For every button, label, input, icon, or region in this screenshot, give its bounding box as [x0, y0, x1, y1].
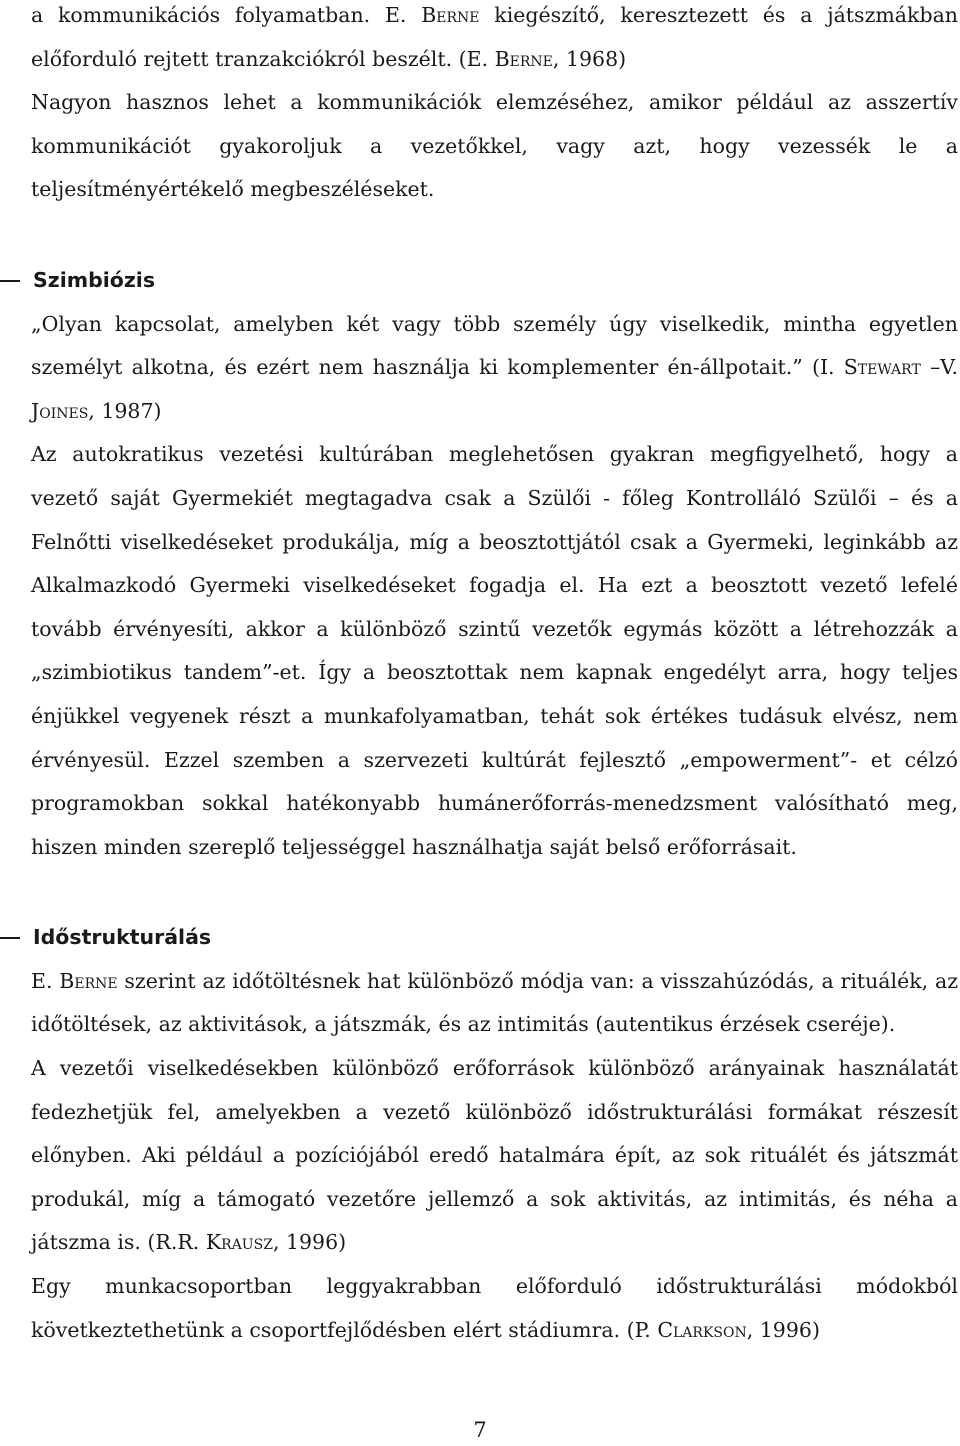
intro-paragraph: [31, 0, 958, 81]
author-name: Clarkson: [657, 1317, 747, 1342]
szimbiozis-body: Az autokratikus vezetési kultúrában meglehetősen gyakran megfigyelhető, hogy a vezető saját Gyermekiét megtagadva csak a Szülői - főleg Kontrolláló Szülői – és a Felnőtti viselkedéseket produkálja, míg a beosztottjától csak a Gyermeki, leginkább az Alkalmazkodó Gyermeki viselkedéseket fogadja el. Ha ezt a beosztott vezető lefelé tovább érvényesíti, akkor a különböző szintű vezetők egymás között a létrehozzák a „szimbiotikus tandem”-et. Így a beosztottak nem kapnak engedélyt arra, hogy teljes énjükkel vegyenek részt a munkafolyamatban, tehát sok értékes tudásuk elvész, nem érvényesül. Ezzel szemben a szervezeti kultúrát fejlesztő „empowerment”- et célzó programokban sokkal hatékonyabb humánerőforrás-menedzsment valósítható meg, hiszen minden szereplő teljességgel használhatja saját belső erőforrásait.: [31, 442, 958, 859]
text-run: kiegészítő, keresztezett és a játszmákban előforduló rejtett tranzakciókról beszélt. (E.: [31, 3, 958, 71]
text-run: Egy munkacsoportban leggyakrabban előforduló időstrukturálási módokból következtethetünk a csoportfejlődésben elért stádiumra. (P.: [31, 1274, 958, 1342]
spacer: [31, 212, 958, 259]
section-heading-szimbiozis: [31, 259, 958, 303]
text-run: a kommunikációs folyamatban. E.: [31, 3, 422, 27]
idostrukturalas-paragraph-1: [31, 960, 958, 1047]
definition-quote: [31, 303, 958, 434]
text-run: szerint az időtöltésnek hat különböző módja van: a visszahúzódás, a rituálék, az időtöltések, az aktivitások, a játszmák, és az intimitás (autentikus érzések cseréje).: [31, 968, 958, 1037]
author-name: Krausz: [205, 1230, 273, 1255]
text-run: , 1987): [88, 398, 162, 423]
document-page: [31, 0, 958, 1352]
author-name: Joines: [31, 398, 89, 423]
idostrukturalas-paragraph-2: [31, 1047, 958, 1265]
spacer: [31, 869, 958, 916]
heading-text: Időstrukturálás: [33, 925, 212, 950]
text-run: A vezetői viselkedésekben különböző erőforrások különböző arányainak használatát fedezhetjük fel, amelyekben a vezető különböző időstrukturálási formákat részesít előnyben. Aki például a pozíciójából eredő hatalmára épít, az sok rituálét és játszmát produkál, míg a támogató vezetőre jellemző a sok aktivitás, az intimitás, és néha a játszma is. (R.R.: [31, 1056, 958, 1255]
text-run: , 1968): [552, 46, 627, 71]
heading-text: Szimbiózis: [33, 267, 156, 292]
page-number: 7: [473, 1418, 487, 1442]
text-run: , 1996): [272, 1230, 347, 1255]
text-run: E.: [31, 968, 60, 993]
author-name: Stewart: [843, 355, 921, 380]
intro-paragraph-2: Nagyon hasznos lehet a kommunikációk elemzéséhez, amikor például az asszertív kommunikációt gyakoroljuk a vezetőkkel, vagy azt, hogy vezessék le a teljesítményértékelő megbeszéléseket.: [31, 90, 958, 202]
author-name: Berne: [421, 3, 480, 27]
author-name: Berne: [59, 968, 118, 993]
section-heading-idostrukturalas: [31, 916, 958, 960]
text-run: –V.: [920, 355, 958, 380]
dash-bullet-icon: [0, 280, 20, 282]
dash-bullet-icon: [0, 937, 20, 939]
text-run: „Olyan kapcsolat, amelyben két vagy több személy úgy viselkedik, mintha egyetlen személyt alkotna, és ezért nem használja ki komplementer én-állpotait.” (I.: [31, 311, 958, 380]
idostrukturalas-paragraph-3: [31, 1265, 958, 1352]
text-run: , 1996): [746, 1317, 820, 1342]
author-name: Berne: [494, 46, 553, 71]
